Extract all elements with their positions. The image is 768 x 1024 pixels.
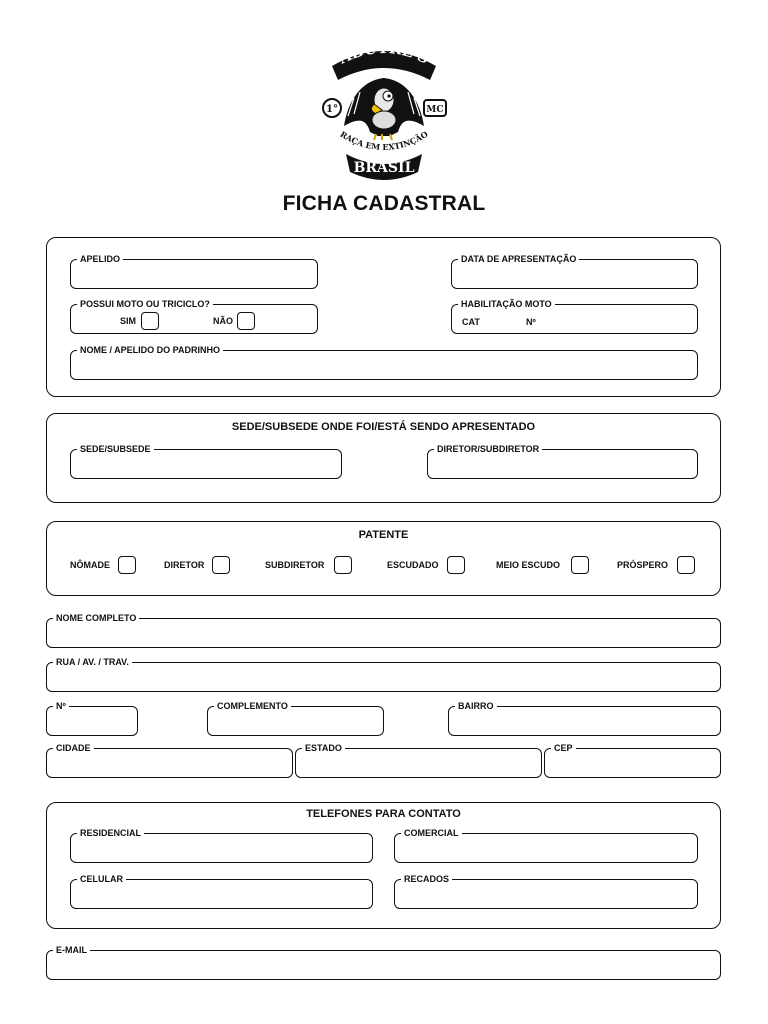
nome-completo-label: NOME COMPLETO xyxy=(53,612,139,624)
numero-label: Nº xyxy=(53,700,69,712)
logo-motto: RAÇA EM EXTINÇÃO xyxy=(338,128,430,153)
padrinho-label: NOME / APELIDO DO PADRINHO xyxy=(77,344,223,356)
patente-escudado-checkbox[interactable] xyxy=(447,556,465,574)
recados-label: RECADOS xyxy=(401,873,452,885)
apelido-label: APELIDO xyxy=(77,253,123,265)
data-apresentacao-field[interactable] xyxy=(451,254,698,289)
logo-bottom-text: BRASIL xyxy=(353,160,415,176)
sim-checkbox[interactable] xyxy=(141,312,159,330)
comercial-field[interactable] xyxy=(394,828,698,863)
padrinho-field[interactable] xyxy=(70,345,698,380)
patente-diretor-checkbox[interactable] xyxy=(212,556,230,574)
sede-label: SEDE/SUBSEDE xyxy=(77,443,154,455)
estado-field[interactable] xyxy=(295,743,542,778)
cidade-field[interactable] xyxy=(46,743,293,778)
diretor-field[interactable] xyxy=(427,444,698,479)
patente-panel xyxy=(46,521,721,596)
logo-top-text: ABUTRE'S xyxy=(336,40,433,68)
club-logo xyxy=(318,40,450,188)
telefones-title: TELEFONES PARA CONTATO xyxy=(306,808,461,820)
sede-field[interactable] xyxy=(70,444,342,479)
habilitacao-numero-label: Nº xyxy=(526,317,536,327)
cat-label: CAT xyxy=(462,317,480,327)
residencial-label: RESIDENCIAL xyxy=(77,827,144,839)
nao-checkbox[interactable] xyxy=(237,312,255,330)
estado-label: ESTADO xyxy=(302,742,345,754)
patente-nomade-checkbox[interactable] xyxy=(118,556,136,574)
patente-meio-escudo-label: MEIO ESCUDO xyxy=(496,560,561,570)
sim-label: SIM xyxy=(120,316,137,326)
page-title: FICHA CADASTRAL xyxy=(282,192,486,215)
apelido-field[interactable] xyxy=(70,254,318,289)
patente-title: PATENTE xyxy=(358,529,409,541)
recados-field[interactable] xyxy=(394,874,698,909)
residencial-field[interactable] xyxy=(70,828,373,863)
celular-label: CELULAR xyxy=(77,873,126,885)
logo-right-patch: MC xyxy=(426,105,444,115)
habilitacao-field[interactable] xyxy=(451,299,698,334)
patente-diretor-label: DIRETOR xyxy=(164,560,205,570)
patente-prospero-label: PRÓSPERO xyxy=(617,560,669,570)
comercial-label: COMERCIAL xyxy=(401,827,462,839)
complemento-field[interactable] xyxy=(207,701,384,736)
bairro-label: BAIRRO xyxy=(455,700,497,712)
patente-prospero-checkbox[interactable] xyxy=(677,556,695,574)
nome-completo-field[interactable] xyxy=(46,613,721,648)
email-field[interactable] xyxy=(46,945,721,980)
numero-field[interactable] xyxy=(46,701,138,736)
rua-field[interactable] xyxy=(46,657,721,692)
cep-field[interactable] xyxy=(544,743,721,778)
patente-nomade-label: NÔMADE xyxy=(70,560,110,570)
email-label: E-MAIL xyxy=(53,944,90,956)
data-apresentacao-label: DATA DE APRESENTAÇÃO xyxy=(458,253,579,265)
bairro-field[interactable] xyxy=(448,701,721,736)
logo-left-patch: 1° xyxy=(326,104,338,115)
patente-subdiretor-label: SUBDIRETOR xyxy=(265,560,325,570)
vulture-icon xyxy=(344,78,424,140)
sede-section-title: SEDE/SUBSEDE ONDE FOI/ESTÁ SENDO APRESENTADO xyxy=(231,421,536,433)
telefones-panel xyxy=(46,802,721,929)
rua-label: RUA / AV. / TRAV. xyxy=(53,656,132,668)
cep-label: CEP xyxy=(551,742,576,754)
patente-subdiretor-checkbox[interactable] xyxy=(334,556,352,574)
nao-label: NÃO xyxy=(213,316,233,326)
habilitacao-label: HABILITAÇÃO MOTO xyxy=(458,298,555,310)
cidade-label: CIDADE xyxy=(53,742,94,754)
personal-info-panel xyxy=(46,237,721,397)
possui-moto-field xyxy=(70,299,318,334)
patente-escudado-label: ESCUDADO xyxy=(387,560,439,570)
sede-panel xyxy=(46,413,721,503)
celular-field[interactable] xyxy=(70,874,373,909)
diretor-label: DIRETOR/SUBDIRETOR xyxy=(434,443,542,455)
possui-moto-label: POSSUI MOTO OU TRICICLO? xyxy=(77,298,213,310)
complemento-label: COMPLEMENTO xyxy=(214,700,291,712)
patente-meio-escudo-checkbox[interactable] xyxy=(571,556,589,574)
